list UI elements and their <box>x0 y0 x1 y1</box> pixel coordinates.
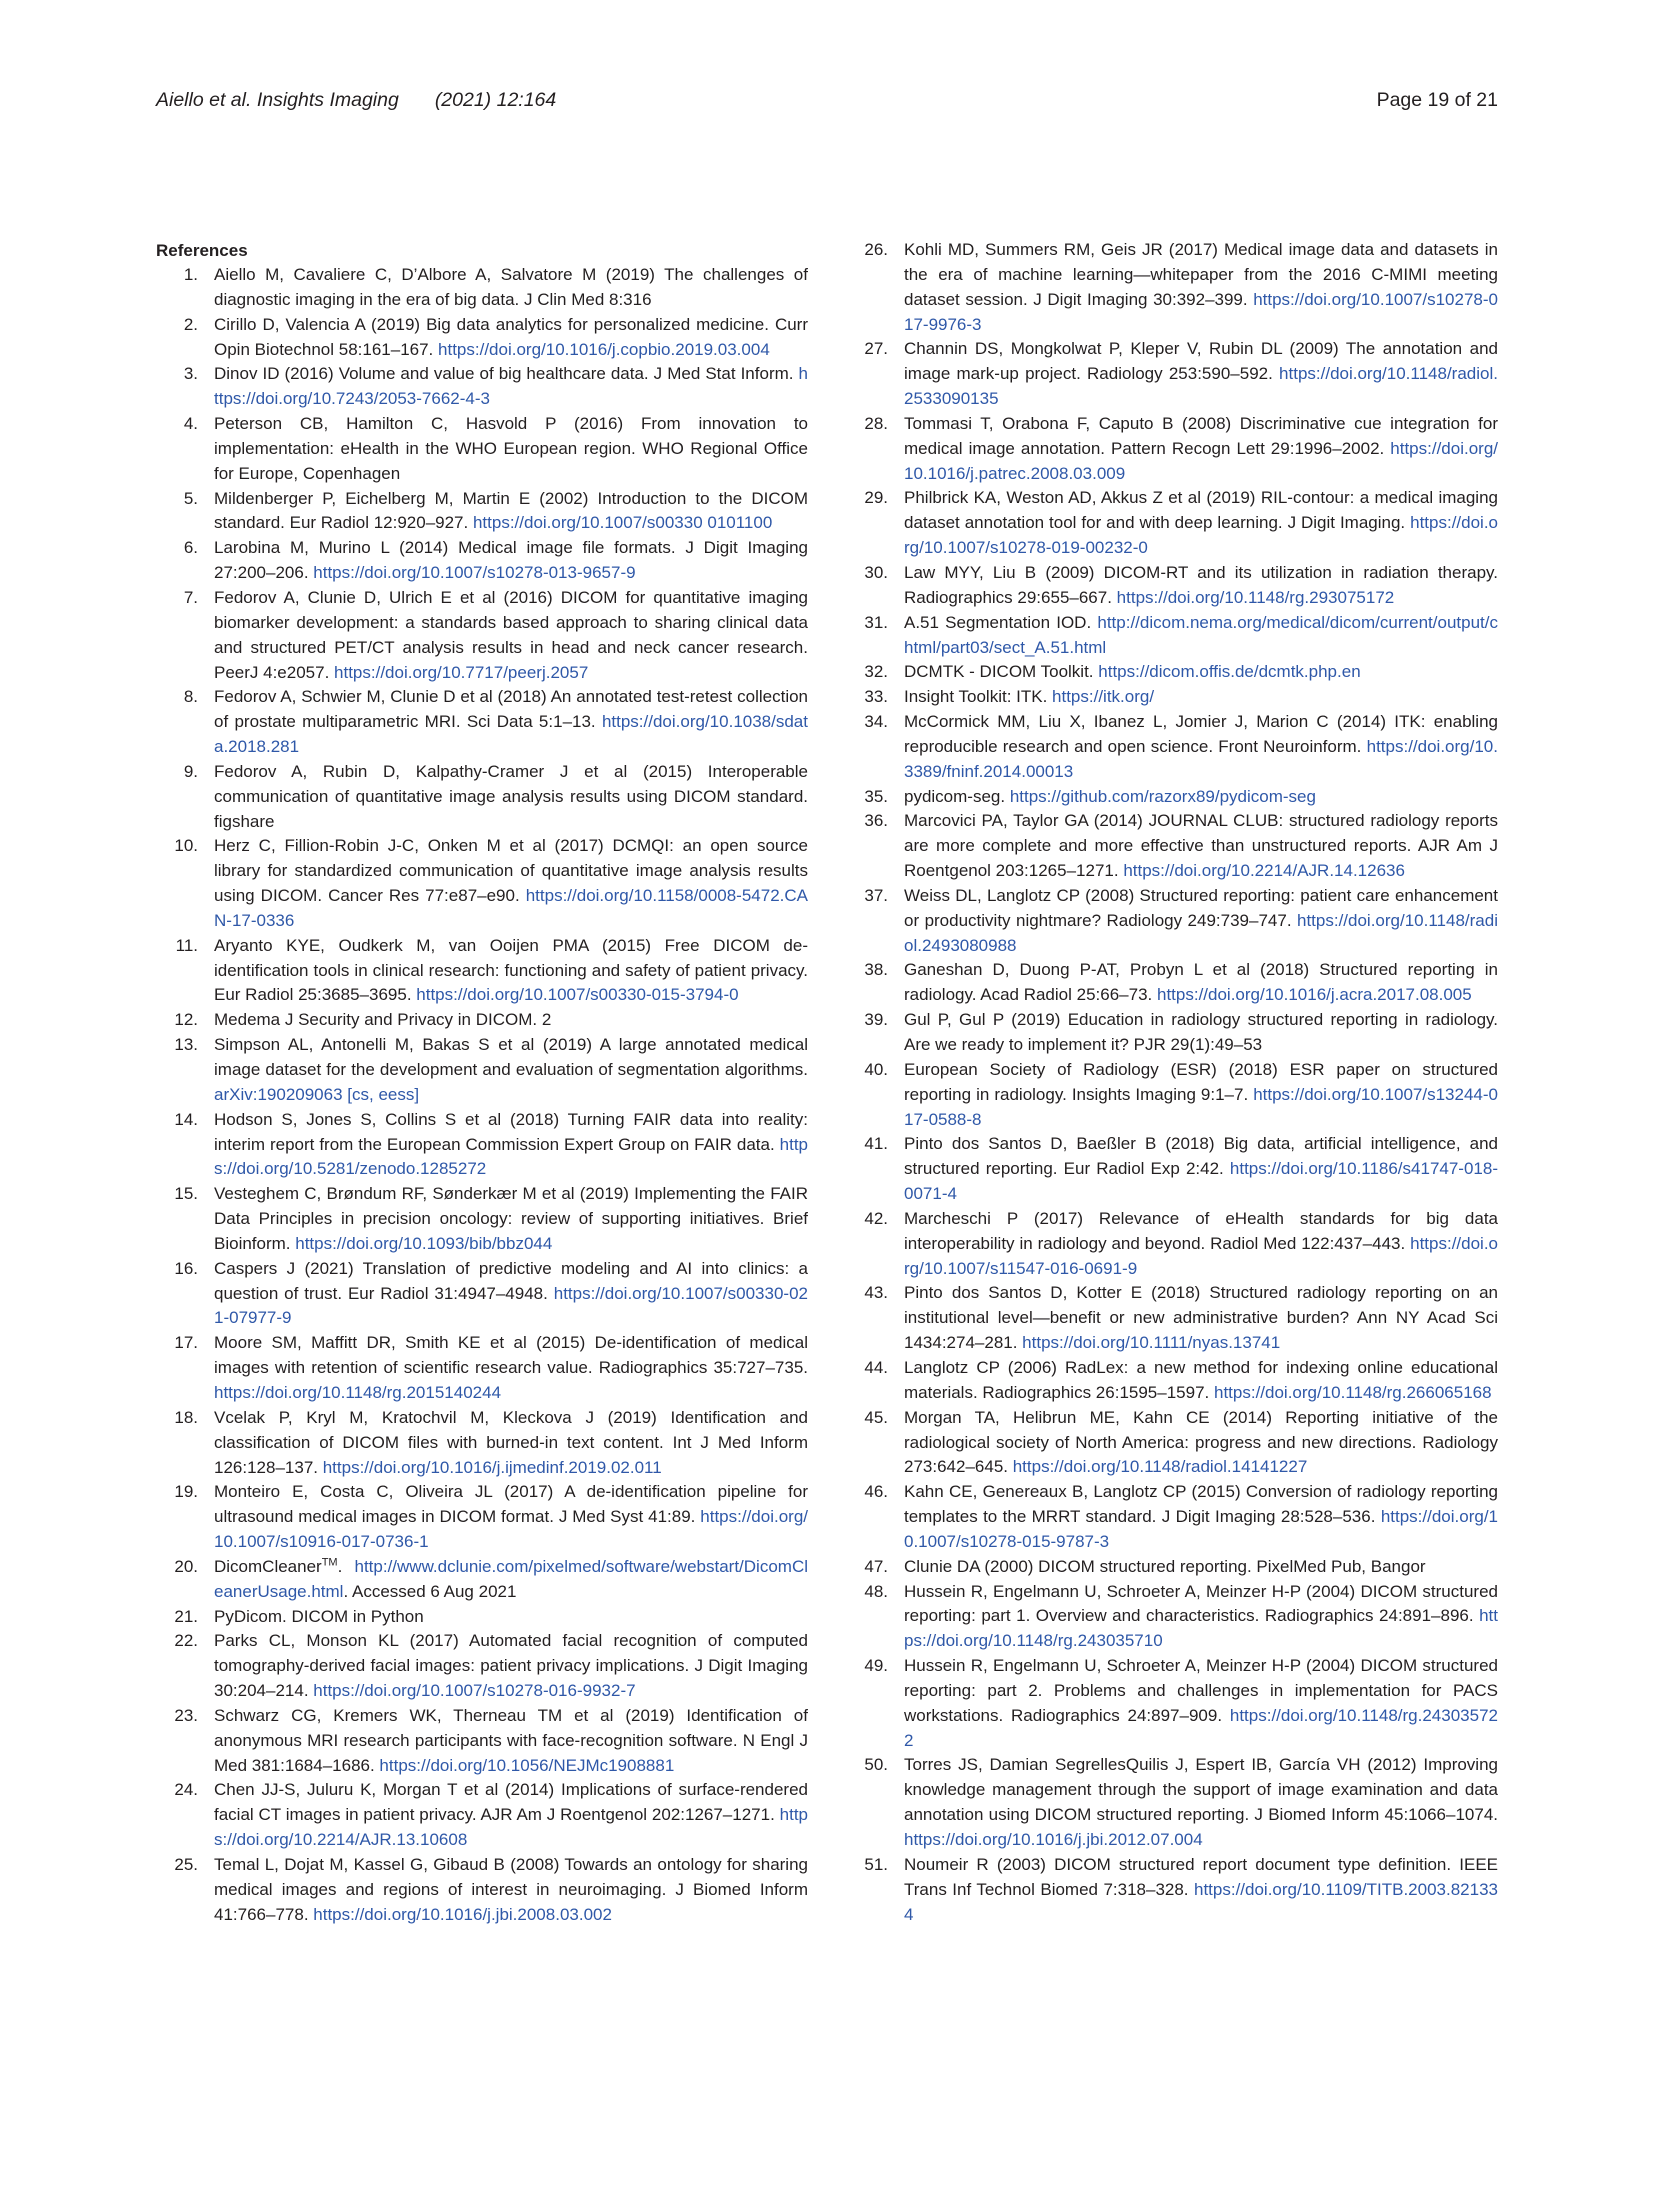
references-column-right <box>846 238 1498 1927</box>
references-column-left <box>156 238 808 1928</box>
reference-item <box>156 1853 808 1928</box>
reference-text: Temal L, Dojat M, Kassel G, Gibaud B (2008) Towards an ontology for sharing medical images and regions of interest in neuroimaging. J Biomed Inform 41:766–778. <box>214 1855 808 1924</box>
reference-text: Parks CL, Monson KL (2017) Automated facial recognition of computed tomography-derived facial images: patient privacy implications. J Digit Imaging 30:204–214. <box>214 1631 808 1701</box>
reference-link[interactable]: https://doi.org/10.1148/rg.2015140244 <box>214 1382 502 1402</box>
reference-number: 21. <box>174 1606 198 1626</box>
reference-item <box>846 1753 1498 1852</box>
reference-item <box>156 536 808 586</box>
reference-link[interactable]: https://itk.org/ <box>1052 687 1155 707</box>
reference-number: 49. <box>864 1656 888 1676</box>
reference-number: 27. <box>864 339 888 359</box>
reference-number: 37. <box>864 885 888 905</box>
running-title-volume: (2021) 12:164 <box>434 89 557 111</box>
reference-link[interactable]: https://doi.org/10.1007/s10278-019-00232-0 <box>904 513 1498 558</box>
reference-number: 28. <box>864 413 888 433</box>
reference-text: Gul P, Gul P (2019) Education in radiology structured reporting in radiology. Are we ready to implement it? PJR 29(1):49–53 <box>904 1010 1498 1054</box>
reference-link[interactable]: https://doi.org/10.1109/TITB.2003.821334 <box>904 1879 1498 1924</box>
reference-link[interactable]: https://doi.org/10.1038/sdata.2018.281 <box>214 712 808 757</box>
running-title-author: Aiello <box>156 89 210 111</box>
reference-text: McCormick MM, Liu X, Ibanez L, Jomier J, Marion C (2014) ITK: enabling reproducible research and open science. Front Neuroinform. <box>904 712 1498 756</box>
reference-number: 19. <box>174 1482 198 1502</box>
reference-text: Channin DS, Mongkolwat P, Kleper V, Rubin DL (2009) The annotation and image mark-up project. Radiology 253:590–592. <box>904 339 1498 384</box>
reference-text: Fedorov A, Clunie D, Ulrich E et al (2016) DICOM for quantitative imaging biomarker development: a standards based approach to sharing clinical data and structured PET/CT analysis results in head and neck cancer research. PeerJ 4:e2057. <box>214 587 808 682</box>
reference-link[interactable]: https://doi.org/10.7717/peerj.2057 <box>334 662 589 682</box>
reference-item <box>156 1555 808 1605</box>
reference-number: 34. <box>864 712 888 732</box>
reference-number: 14. <box>174 1109 198 1129</box>
reference-item <box>846 1406 1498 1481</box>
reference-link[interactable]: https://doi.org/10.1148/radiol.2493080988 <box>904 910 1498 955</box>
reference-text: Morgan TA, Helibrun ME, Kahn CE (2014) Reporting initiative of the radiological society of North America: progress and new directions. Radiology 273:642–645. <box>904 1407 1498 1477</box>
reference-item <box>156 313 808 363</box>
reference-number: 42. <box>864 1208 888 1228</box>
reference-text: Herz C, Fillion-Robin J-C, Onken M et al (2017) DCMQI: an open source library for standardized communication of quantitative image analysis results using DICOM. Cancer Res 77:e87–e90. <box>214 836 808 906</box>
reference-link[interactable]: https://doi.org/10.1148/rg.266065168 <box>1213 1382 1492 1402</box>
reference-item <box>156 1108 808 1183</box>
reference-item <box>156 1257 808 1332</box>
reference-link[interactable]: https://doi.org/10.1007/s10916-017-0736-1 <box>214 1507 808 1552</box>
reference-text: A.51 Segmentation IOD. <box>904 612 1098 632</box>
reference-number: 40. <box>864 1059 888 1079</box>
reference-text: Chen JJ-S, Juluru K, Morgan T et al (2014) Implications of surface-rendered facial CT images in patient privacy. AJR Am J Roentgenol 202:1267–1271. <box>214 1780 808 1825</box>
reference-text: Torres JS, Damian SegrellesQuilis J, Espert IB, García VH (2012) Improving knowledge management through the support of image examination and data annotation using DICOM structured reporting. J Biomed Inform 45:1066–1074. <box>904 1755 1498 1825</box>
reference-item <box>156 1704 808 1779</box>
reference-item <box>846 1853 1498 1928</box>
reference-number: 9. <box>183 761 198 781</box>
reference-number: 50. <box>864 1755 888 1775</box>
reference-number: 8. <box>183 687 198 707</box>
reference-text: Tommasi T, Orabona F, Caputo B (2008) Discriminative cue integration for medical image annotation. Pattern Recogn Lett 29:1996–2002. <box>904 413 1498 458</box>
reference-text: Aiello M, Cavaliere C, D’Albore A, Salvatore M (2019) The challenges of diagnostic imaging in the era of big data. J Clin Med 8:316 <box>214 265 808 309</box>
reference-text: Monteiro E, Costa C, Oliveira JL (2017) A de-identification pipeline for ultrasound medical images in DICOM format. J Med Syst 41:89. <box>214 1482 808 1527</box>
reference-item <box>156 1629 808 1704</box>
reference-text: Dinov ID (2016) Volume and value of big healthcare data. J Med Stat Inform. <box>214 364 799 384</box>
reference-text: Pinto dos Santos D, Kotter E (2018) Structured radiology reporting on an institutional level—benefit or new administrative burden? Ann NY Acad Sci 1434:274–281. <box>904 1283 1498 1353</box>
reference-text-continued: . <box>337 1556 355 1576</box>
reference-text: Kohli MD, Summers RM, Geis JR (2017) Medical image data and datasets in the era of machine learning—whitepaper from the 2016 C-MIMI meeting dataset session. J Digit Imaging 30:392–399. <box>904 240 1498 309</box>
reference-link[interactable]: https://doi.org/10.1007/s10278-013-9657-9 <box>313 563 636 583</box>
reference-text: Cirillo D, Valencia A (2019) Big data analytics for personalized medicine. Curr Opin Biotechnol 58:161–167. <box>214 314 808 359</box>
reference-text: Pinto dos Santos D, Baeßler B (2018) Big data, artificial intelligence, and structured reporting. Eur Radiol Exp 2:42. <box>904 1134 1498 1179</box>
reference-item <box>156 1480 808 1555</box>
reference-number: 25. <box>174 1855 198 1874</box>
reference-link[interactable]: https://doi.org/10.1148/radiol.2533090135 <box>904 364 1498 409</box>
reference-number: 4. <box>183 414 198 434</box>
reference-text: Law MYY, Liu B (2009) DICOM-RT and its utilization in radiation therapy. Radiographics 29:655–667. <box>904 562 1498 607</box>
reference-number: 46. <box>864 1482 888 1502</box>
reference-link[interactable]: https://doi.org/10.1148/rg.243035722 <box>904 1705 1498 1750</box>
reference-link[interactable]: https://doi.org/10.1007/s13244-017-0588-8 <box>904 1084 1498 1129</box>
reference-link[interactable]: https://doi.org/10.2214/AJR.13.10608 <box>214 1805 808 1850</box>
reference-item <box>846 1281 1498 1356</box>
reference-number: 38. <box>864 960 888 980</box>
reference-number: 30. <box>864 562 888 582</box>
page-header <box>156 89 1498 117</box>
reference-item <box>846 1132 1498 1207</box>
reference-text: Vcelak P, Kryl M, Kratochvil M, Kleckova J (2019) Identification and classification of DICOM files with burned-in text content. Int J Med Inform 126:128–137. <box>214 1407 808 1477</box>
reference-item <box>846 1008 1498 1058</box>
reference-text: pydicom-seg. <box>904 786 1010 806</box>
reference-link[interactable]: https://doi.org/10.1016/j.patrec.2008.03.009 <box>904 438 1498 483</box>
reference-text: Larobina M, Murino L (2014) Medical image file formats. J Digit Imaging 27:200–206. <box>214 538 808 583</box>
reference-link[interactable]: https://doi.org/10.1016/j.jbi.2008.03.002 <box>313 1904 612 1924</box>
reference-item <box>846 412 1498 487</box>
reference-link[interactable]: https://doi.org/10.1093/bib/bbz044 <box>295 1233 553 1253</box>
reference-item <box>846 486 1498 561</box>
reference-item <box>846 238 1498 337</box>
reference-item <box>156 1406 808 1481</box>
reference-number: 23. <box>174 1705 198 1725</box>
reference-link[interactable]: https://doi.org/10.1186/s41747-018-0071-4 <box>904 1159 1498 1204</box>
reference-item <box>846 1555 1498 1580</box>
reference-item <box>156 586 808 685</box>
reference-text: Caspers J (2021) Translation of predictive modeling and AI into clinics: a question of trust. Eur Radiol 31:4947–4948. <box>214 1258 808 1303</box>
reference-link[interactable]: https://dicom.offis.de/dcmtk.php.en <box>1098 662 1361 682</box>
reference-text: Philbrick KA, Weston AD, Akkus Z et al (2019) RIL-contour: a medical imaging dataset annotation tool for and with deep learning. J Digit Imaging. <box>904 488 1498 533</box>
reference-number: 5. <box>183 488 198 508</box>
reference-link[interactable]: arXiv:190209063 [cs, eess] <box>214 1084 420 1104</box>
reference-item <box>156 685 808 760</box>
reference-item <box>846 1356 1498 1406</box>
reference-number: 3. <box>183 364 198 384</box>
reference-number: 26. <box>864 240 888 259</box>
reference-text: Marcheschi P (2017) Relevance of eHealth standards for big data interoperability in radiology and beyond. Radiol Med 122:437–443. <box>904 1208 1498 1253</box>
reference-number: 36. <box>864 811 888 831</box>
reference-link[interactable]: https://doi.org/10.1111/nyas.13741 <box>1022 1333 1281 1353</box>
reference-number: 33. <box>864 687 888 707</box>
reference-item <box>156 362 808 412</box>
reference-item <box>846 685 1498 710</box>
reference-number: 43. <box>864 1283 888 1303</box>
reference-item <box>846 1058 1498 1133</box>
reference-item <box>156 1182 808 1257</box>
reference-text: PyDicom. DICOM in Python <box>214 1606 424 1626</box>
reference-item <box>156 1605 808 1630</box>
reference-text: Fedorov A, Schwier M, Clunie D et al (2018) An annotated test-retest collection of prostate multiparametric MRI. Sci Data 5:1–13. <box>214 687 808 732</box>
page-number: Page 19 of 21 <box>1376 89 1498 111</box>
reference-number: 32. <box>864 662 888 682</box>
reference-number: 39. <box>864 1010 888 1030</box>
reference-text: DCMTK - DICOM Toolkit. <box>904 662 1099 682</box>
reference-link[interactable]: https://doi.org/10.1007/s00330 0101100 <box>472 513 773 533</box>
reference-link[interactable]: https://doi.org/10.1158/0008-5472.CAN-17-0336 <box>214 886 808 930</box>
reference-accessed-note: . Accessed 6 Aug 2021 <box>343 1581 517 1601</box>
reference-text: Insight Toolkit: ITK. <box>904 687 1053 707</box>
reference-number: 2. <box>183 314 198 334</box>
reference-text: Aryanto KYE, Oudkerk M, van Ooijen PMA (2015) Free DICOM de-identification tools in clinical research: functioning and safety of patient privacy. Eur Radiol 25:3685–3695. <box>214 935 808 1005</box>
reference-item <box>846 1580 1498 1655</box>
reference-number: 15. <box>174 1184 198 1204</box>
reference-item <box>156 834 808 933</box>
reference-item <box>156 1331 808 1406</box>
reference-link[interactable]: https://doi.org/10.3389/fninf.2014.00013 <box>904 736 1498 781</box>
reference-number: 10. <box>174 836 198 856</box>
reference-list-left <box>156 263 808 1928</box>
reference-text: Hussein R, Engelmann U, Schroeter A, Meinzer H-P (2004) DICOM structured reporting: part 2. Problems and challenges in implementation for PACS workstations. Radiographics 24:897–909. <box>904 1656 1498 1725</box>
reference-link[interactable]: https://doi.org/10.2214/AJR.14.12636 <box>1123 861 1405 881</box>
reference-text: Weiss DL, Langlotz CP (2008) Structured reporting: patient care enhancement or productivity nightmare? Radiology 249:739–747. <box>904 885 1498 930</box>
reference-number: 41. <box>864 1134 888 1154</box>
reference-text: Medema J Security and Privacy in DICOM. 2 <box>214 1010 552 1030</box>
trademark-superscript: TM <box>321 1556 338 1569</box>
reference-item <box>846 611 1498 661</box>
reference-text: Hodson S, Jones S, Collins S et al (2018) Turning FAIR data into reality: interim report from the European Commission Expert Group on FAIR data. <box>214 1109 808 1154</box>
reference-text: Ganeshan D, Duong P-AT, Probyn L et al (2018) Structured reporting in radiology. Acad Radiol 25:66–73. <box>904 960 1498 1005</box>
reference-number: 51. <box>864 1854 888 1874</box>
reference-number: 18. <box>174 1407 198 1427</box>
reference-link[interactable]: https://doi.org/10.1007/s10278-017-9976-3 <box>904 289 1498 334</box>
reference-number: 47. <box>864 1556 888 1576</box>
reference-link[interactable]: https://doi.org/10.7243/2053-7662-4-3 <box>214 364 808 409</box>
references-heading: References <box>156 241 248 260</box>
reference-link[interactable]: http://www.dclunie.com/pixelmed/software/webstart/DicomCleanerUsage.html <box>214 1556 808 1601</box>
reference-text: Clunie DA (2000) DICOM structured reporting. PixelMed Pub, Bangor <box>904 1556 1426 1576</box>
reference-item <box>156 760 808 835</box>
reference-text: Vesteghem C, Brøndum RF, Sønderkær M et al (2019) Implementing the FAIR Data Principles in precision oncology: review of supporting initiatives. Brief Bioinform. <box>214 1184 808 1253</box>
reference-text: Marcovici PA, Taylor GA (2014) JOURNAL CLUB: structured radiology reports are more complete and more effective than unstructured reports. AJR Am J Roentgenol 203:1265–1271. <box>904 811 1498 881</box>
reference-item <box>846 958 1498 1008</box>
reference-item <box>156 263 808 313</box>
reference-text: Moore SM, Maffitt DR, Smith KE et al (2015) De-identification of medical images with retention of scientific research value. Radiographics 35:727–735. <box>214 1333 808 1378</box>
reference-item <box>846 561 1498 611</box>
reference-link[interactable]: https://doi.org/10.1056/NEJMc1908881 <box>379 1755 675 1775</box>
reference-link[interactable]: https://doi.org/10.1016/j.acra.2017.08.005 <box>1156 985 1472 1005</box>
reference-number: 22. <box>174 1631 198 1651</box>
reference-number: 12. <box>174 1010 198 1030</box>
reference-number: 45. <box>864 1407 888 1427</box>
reference-number: 29. <box>864 488 888 508</box>
reference-link[interactable]: https://doi.org/10.1007/s10278-015-9787-3 <box>904 1507 1498 1551</box>
reference-text: Hussein R, Engelmann U, Schroeter A, Meinzer H-P (2004) DICOM structured reporting: part 1. Overview and characteristics. Radiographics 24:891–896. <box>904 1581 1498 1626</box>
reference-link[interactable]: https://doi.org/10.1007/s00330-021-07977-9 <box>214 1283 808 1328</box>
reference-number: 44. <box>864 1357 888 1377</box>
reference-number: 1. <box>183 265 198 284</box>
reference-text: Mildenberger P, Eichelberg M, Martin E (2002) Introduction to the DICOM standard. Eur Radiol 12:920–927. <box>214 488 808 533</box>
reference-item <box>846 710 1498 785</box>
reference-link[interactable]: https://doi.org/10.1016/j.jbi.2012.07.004 <box>904 1830 1203 1849</box>
reference-item <box>156 412 808 487</box>
reference-item <box>846 1654 1498 1753</box>
reference-item <box>846 1207 1498 1282</box>
reference-item <box>156 1033 808 1108</box>
reference-text: European Society of Radiology (ESR) (2018) ESR paper on structured reporting in radiology. Insights Imaging 9:1–7. <box>904 1059 1498 1104</box>
reference-number: 35. <box>864 786 888 806</box>
reference-text: Simpson AL, Antonelli M, Bakas S et al (2019) A large annotated medical image dataset for the development and evaluation of segmentation algorithms. <box>214 1035 808 1079</box>
reference-number: 48. <box>864 1581 888 1601</box>
reference-link[interactable]: https://doi.org/10.1016/j.ijmedinf.2019.02.011 <box>322 1457 662 1477</box>
reference-text: Fedorov A, Rubin D, Kalpathy-Cramer J et al (2015) Interoperable communication of quantitative image analysis results using DICOM standard. figshare <box>214 761 808 831</box>
reference-number: 6. <box>183 538 198 558</box>
running-title <box>156 89 556 112</box>
reference-item <box>156 1778 808 1853</box>
reference-item <box>156 487 808 537</box>
reference-link[interactable]: https://doi.org/10.1148/rg.243035710 <box>904 1606 1498 1651</box>
reference-link[interactable]: https://doi.org/10.5281/zenodo.1285272 <box>214 1134 808 1179</box>
reference-link[interactable]: https://doi.org/10.1148/rg.293075172 <box>1116 587 1395 607</box>
reference-text: Langlotz CP (2006) RadLex: a new method for indexing online educational materials. Radiographics 26:1595–1597. <box>904 1357 1498 1402</box>
reference-link[interactable]: https://github.com/razorx89/pydicom-seg <box>1009 786 1316 806</box>
reference-item <box>846 337 1498 412</box>
reference-item <box>846 884 1498 959</box>
reference-link[interactable]: https://doi.org/10.1007/s10278-016-9932-7 <box>313 1681 636 1701</box>
reference-text: Kahn CE, Genereaux B, Langlotz CP (2015) Conversion of radiology reporting templates to the MRRT standard. J Digit Imaging 28:528–536. <box>904 1482 1498 1527</box>
reference-text: DicomCleaner <box>214 1556 322 1576</box>
reference-number: 11. <box>175 935 198 955</box>
reference-text: Noumeir R (2003) DICOM structured report document type definition. IEEE Trans Inf Technol Biomed 7:318–328. <box>904 1854 1498 1899</box>
reference-number: 20. <box>174 1556 198 1576</box>
reference-item <box>846 660 1498 685</box>
reference-link[interactable]: https://doi.org/10.1007/s00330-015-3794-0 <box>416 985 739 1005</box>
reference-list-right <box>846 238 1498 1927</box>
reference-number: 24. <box>174 1780 198 1800</box>
reference-item <box>846 809 1498 884</box>
reference-item <box>156 1008 808 1033</box>
reference-number: 17. <box>174 1333 198 1353</box>
running-title-journal: et al. Insights Imaging <box>209 89 399 111</box>
reference-link[interactable]: http://dicom.nema.org/medical/dicom/current/output/chtml/part03/sect_A.51.html <box>904 612 1498 657</box>
reference-link[interactable]: https://doi.org/10.1007/s11547-016-0691-9 <box>904 1233 1498 1278</box>
reference-text: Peterson CB, Hamilton C, Hasvold P (2016) From innovation to implementation: eHealth in the WHO European region. WHO Regional Office for Europe, Copenhagen <box>214 414 808 483</box>
reference-item <box>846 785 1498 810</box>
reference-item <box>846 1480 1498 1555</box>
reference-number: 13. <box>174 1035 198 1055</box>
reference-text: Schwarz CG, Kremers WK, Therneau TM et al (2019) Identification of anonymous MRI research participants with face-recognition software. N Engl J Med 381:1684–1686. <box>214 1705 808 1775</box>
reference-number: 7. <box>183 587 198 607</box>
reference-number: 31. <box>864 612 888 632</box>
reference-item <box>156 934 808 1009</box>
reference-link[interactable]: https://doi.org/10.1148/radiol.14141227 <box>1012 1457 1308 1477</box>
reference-link[interactable]: https://doi.org/10.1016/j.copbio.2019.03.004 <box>438 339 770 359</box>
reference-number: 16. <box>174 1258 198 1278</box>
